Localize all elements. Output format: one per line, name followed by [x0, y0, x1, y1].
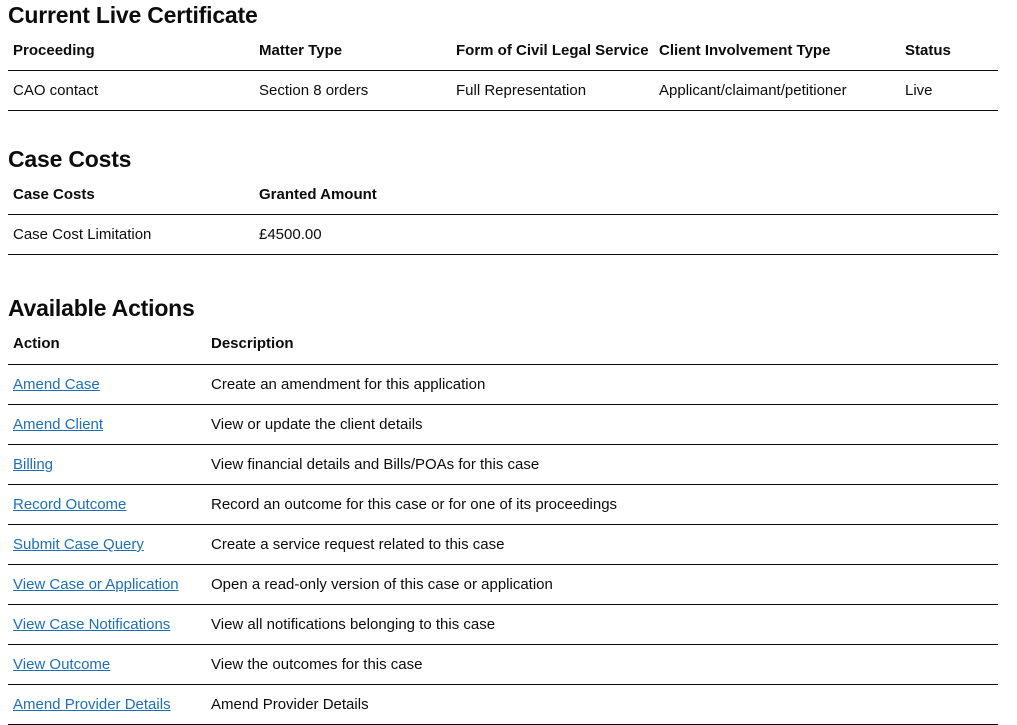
table-row: [8, 605, 998, 645]
table-header-row: [8, 30, 998, 71]
table-row: [8, 71, 998, 111]
cell-form-of-service: Full Representation: [451, 71, 654, 111]
current-live-certificate-section: [8, 0, 998, 111]
current-live-certificate-heading: Current Live Certificate: [8, 2, 258, 28]
available-actions-table: [8, 323, 998, 725]
cell-case-cost-label: Case Cost Limitation: [8, 215, 254, 255]
table-row: [8, 685, 998, 725]
table-row: [8, 445, 998, 485]
cell-status: Live: [900, 71, 998, 111]
view-outcome-link[interactable]: View Outcome: [13, 656, 111, 673]
case-costs-table: [8, 174, 998, 255]
available-actions-heading: Available Actions: [8, 295, 195, 321]
action-description: Record an outcome for this case or for one of its proceedings: [206, 485, 998, 525]
amend-provider-details-link[interactable]: Amend Provider Details: [13, 696, 171, 713]
cell-matter-type: Section 8 orders: [254, 71, 451, 111]
table-row: [8, 215, 998, 255]
cell-client-involvement: Applicant/claimant/petitioner: [654, 71, 900, 111]
submit-case-query-link[interactable]: Submit Case Query: [13, 536, 144, 553]
billing-link[interactable]: Billing: [13, 456, 54, 473]
header-action: Action: [8, 323, 206, 365]
header-form-of-civil-legal-service: Form of Civil Legal Service: [451, 30, 654, 71]
table-row: [8, 525, 998, 565]
amend-client-link[interactable]: Amend Client: [13, 416, 104, 433]
header-description: Description: [206, 323, 998, 365]
header-proceeding: Proceeding: [8, 30, 254, 71]
action-description: Create a service request related to this case: [206, 525, 998, 565]
action-description: Create an amendment for this application: [206, 365, 998, 405]
case-costs-heading: Case Costs: [8, 146, 132, 172]
table-header-row: [8, 323, 998, 365]
header-status: Status: [900, 30, 998, 71]
cell-proceeding: CAO contact: [8, 71, 254, 111]
action-description: View the outcomes for this case: [206, 645, 998, 685]
table-row: [8, 645, 998, 685]
header-granted-amount: Granted Amount: [254, 174, 998, 215]
table-row: [8, 405, 998, 445]
header-client-involvement-type: Client Involvement Type: [654, 30, 900, 71]
record-outcome-link[interactable]: Record Outcome: [13, 496, 127, 513]
live-certificate-table: [8, 30, 998, 111]
action-description: View or update the client details: [206, 405, 998, 445]
amend-case-link[interactable]: Amend Case: [13, 376, 100, 393]
action-description: View financial details and Bills/POAs for this case: [206, 445, 998, 485]
case-costs-section: [8, 144, 998, 255]
cell-granted-amount: £4500.00: [254, 215, 998, 255]
table-row: [8, 565, 998, 605]
view-case-or-application-link[interactable]: View Case or Application: [13, 576, 179, 593]
available-actions-section: [8, 293, 998, 725]
action-description: Open a read-only version of this case or application: [206, 565, 998, 605]
table-row: [8, 485, 998, 525]
table-row: [8, 365, 998, 405]
header-case-costs: Case Costs: [8, 174, 254, 215]
view-case-notifications-link[interactable]: View Case Notifications: [13, 616, 171, 633]
header-matter-type: Matter Type: [254, 30, 451, 71]
action-description: Amend Provider Details: [206, 685, 998, 725]
table-header-row: [8, 174, 998, 215]
action-description: View all notifications belonging to this case: [206, 605, 998, 645]
